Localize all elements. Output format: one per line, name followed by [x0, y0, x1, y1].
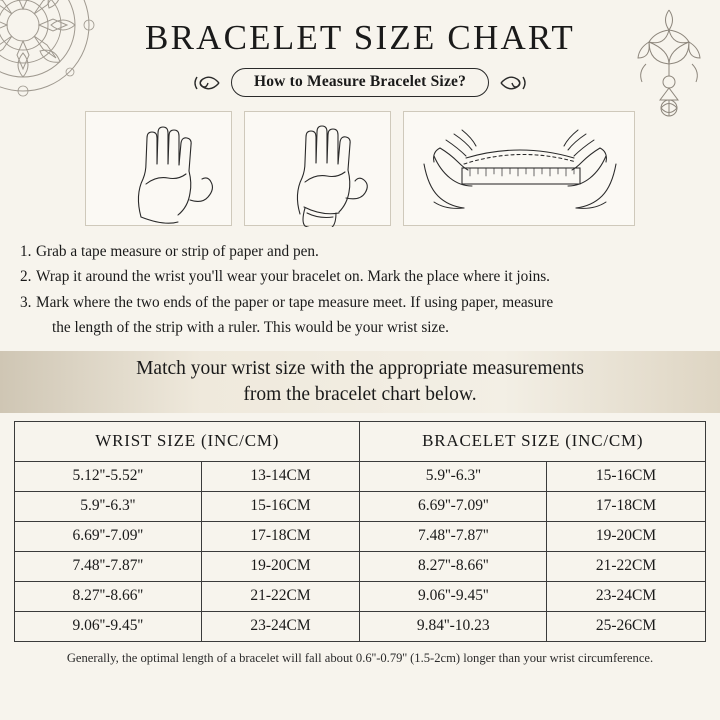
- step-number-spacer: [20, 316, 36, 339]
- cell-bracelet-inch: 5.9''-6.3'': [360, 462, 547, 492]
- table-row: [15, 582, 706, 612]
- cell-bracelet-cm: 25-26CM: [547, 612, 706, 642]
- cell-bracelet-inch: 8.27''-8.66'': [360, 552, 547, 582]
- step-text: Wrap it around the wrist you'll wear your bracelet on. Mark the place where it joins.: [36, 268, 550, 286]
- figure-row: [0, 111, 720, 226]
- table-row: [15, 462, 706, 492]
- cell-bracelet-cm: 15-16CM: [547, 462, 706, 492]
- banner-text: [120, 356, 600, 409]
- cell-wrist-inch: 5.12''-5.52'': [15, 462, 202, 492]
- step-number: 1.: [20, 243, 32, 260]
- cell-bracelet-cm: 21-22CM: [547, 552, 706, 582]
- cell-wrist-cm: 23-24CM: [201, 612, 360, 642]
- step-text-continued: the length of the strip with a ruler. This would be your wrist size.: [52, 318, 449, 336]
- step-text: Mark where the two ends of the paper or tape measure meet. If using paper, measure: [36, 293, 554, 311]
- header-wrist-size: WRIST SIZE (INC/CM): [15, 422, 360, 462]
- table-row: [15, 522, 706, 552]
- step-number: 3.: [20, 293, 32, 311]
- banner-line-2: from the bracelet chart below.: [243, 384, 477, 405]
- cell-bracelet-inch: 9.84''-10.23: [360, 612, 547, 642]
- cell-wrist-cm: 13-14CM: [201, 462, 360, 492]
- hand-with-paper-strip-icon: [245, 112, 392, 227]
- cell-wrist-cm: 21-22CM: [201, 582, 360, 612]
- figure-hand-with-paper-strip: [244, 111, 391, 226]
- figure-hands-measuring-strip-with-ruler: [403, 111, 635, 226]
- table-row: [15, 492, 706, 522]
- left-flourish-icon: [191, 72, 221, 94]
- cell-wrist-cm: 15-16CM: [201, 492, 360, 522]
- step-item-continuation: [20, 316, 700, 339]
- table-row: [15, 612, 706, 642]
- cell-bracelet-cm: 19-20CM: [547, 522, 706, 552]
- table-header-row: [15, 422, 706, 462]
- right-flourish-icon: [499, 72, 529, 94]
- size-table: [14, 421, 706, 642]
- banner-line-1: Match your wrist size with the appropriate measurements: [136, 357, 584, 379]
- cell-wrist-inch: 9.06''-9.45'': [15, 612, 202, 642]
- cell-bracelet-inch: 7.48''-7.87'': [360, 522, 547, 552]
- footnote: Generally, the optimal length of a bracelet will fall about 0.6''-0.79'' (1.5-2cm) longer than your wrist circumference.: [66, 651, 654, 665]
- page-title: BRACELET SIZE CHART: [145, 18, 575, 57]
- cell-wrist-inch: 7.48''-7.87'': [15, 552, 202, 582]
- cell-wrist-inch: 5.9''-6.3'': [15, 492, 202, 522]
- subtitle-row: [0, 68, 720, 97]
- cell-wrist-inch: 8.27''-8.66'': [15, 582, 202, 612]
- cell-bracelet-cm: 23-24CM: [547, 582, 706, 612]
- step-item: [20, 240, 700, 263]
- hand-with-tape-measure-icon: [86, 112, 233, 227]
- step-text: Grab a tape measure or strip of paper and pen.: [36, 243, 319, 260]
- step-number: 2.: [20, 268, 32, 286]
- step-item: [20, 265, 700, 288]
- cell-bracelet-inch: 6.69''-7.09'': [360, 492, 547, 522]
- match-banner: [0, 351, 720, 413]
- steps-list: [20, 240, 700, 339]
- subtitle-pill: How to Measure Bracelet Size?: [231, 68, 489, 97]
- cell-wrist-cm: 17-18CM: [201, 522, 360, 552]
- table-row: [15, 552, 706, 582]
- cell-bracelet-cm: 17-18CM: [547, 492, 706, 522]
- cell-wrist-inch: 6.69''-7.09'': [15, 522, 202, 552]
- step-item: [20, 291, 700, 314]
- hands-with-ruler-icon: [404, 112, 636, 227]
- header-bracelet-size: BRACELET SIZE (INC/CM): [360, 422, 706, 462]
- size-table-wrap: [14, 413, 706, 642]
- cell-bracelet-inch: 9.06''-9.45'': [360, 582, 547, 612]
- cell-wrist-cm: 19-20CM: [201, 552, 360, 582]
- figure-hand-with-tape-measure: [85, 111, 232, 226]
